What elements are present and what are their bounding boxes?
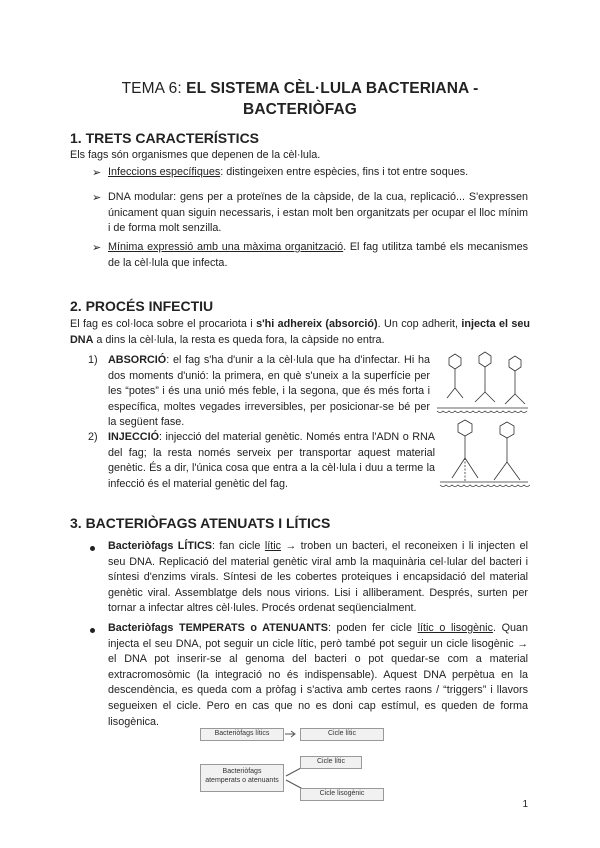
arrow-bullet-icon: ➢ bbox=[92, 167, 102, 179]
section-heading-trets: 1. TRETS CARACTERÍSTICS bbox=[70, 130, 260, 146]
section1-intro: Els fags són organismes que depenen de la cèl·lula. bbox=[70, 149, 321, 161]
section-heading-proces: 2. PROCÉS INFECTIU bbox=[70, 298, 214, 314]
section-heading-bacteriofags: 3. BACTERIÒFAGS ATENUATS I LÍTICS bbox=[70, 515, 331, 531]
list-item: Bacteriòfags LÍTICS: fan cicle lític → troben un bacteri, el reconeixen i li injecten el seu DNA. Replicació del material genètic viral amb la maquinària cel·lular del bacteri i síntesi d'enzims virals. Síntesi de les cobertes proteiques i encapsidació del material genètic viral. Assemblatge dels nous virions. Lisi i alliberament. Després, surten per tornar a infectar altres cèl·lules. Procés ordenat seqüencialment. bbox=[108, 540, 528, 615]
list-item: DNA modular: gens per a proteïnes de la càpside, de la cua, replicació... S'expressen únicament quan siguin necessaris, i estan molt ben organitzats per ocupar el lloc mínim i de forma molt senzilla. bbox=[108, 191, 528, 235]
box-cicle-litic-2: Cicle lític bbox=[300, 756, 362, 769]
bullet-dot-icon bbox=[90, 546, 95, 551]
arrow-bullet-icon: ➢ bbox=[92, 242, 102, 254]
box-bacteriofags-litics: Bacteriòfags lítics bbox=[200, 728, 284, 741]
section2-intro: El fag es col·loca sobre el procariota i s'hi adhereix (absorció). Un cop adherit, injecta el seu DNA a dins la cèl·lula, la resta es queda fora, la càpside no entra. bbox=[70, 318, 530, 346]
bullet-dot-icon bbox=[90, 628, 95, 633]
phage-injection-illustration bbox=[438, 418, 530, 490]
arrow-right-icon bbox=[284, 729, 298, 739]
arrow-bullet-icon: ➢ bbox=[92, 192, 102, 204]
list-item: Mínima expressió amb una màxima organització. El fag utilitza també els mecanismes de la cèl·lula que infecta. bbox=[108, 241, 528, 269]
box-bacteriofags-temperats: Bacteriòfags atemperats o atenuants bbox=[200, 764, 284, 792]
phage-adsorption-illustration bbox=[435, 350, 530, 416]
list-item: ABSORCIÓ: el fag s'ha d'unir a la cèl·lula que ha d'infectar. Hi ha dos moments d'unió: la primera, en què s'uneix a la superfície per les “potes” i és una unió més feble, i la segona, que és més forta i específica, moltes vegades irreversibles, per posicionar-se bé per la següent fase. bbox=[108, 354, 430, 429]
list-item: INJECCIÓ: injecció del material genètic. Només entra l'ADN o RNA del fag; la resta només serveix per transportar aquest material genètic. És a dir, l'única cosa que entra a la cèl·lula i duu a terme la infecció és el material genètic del fag. bbox=[108, 431, 435, 490]
box-cicle-lisogenic: Cicle lisogènic bbox=[300, 788, 384, 801]
list-item: Infeccions específiques: distingeixen entre espècies, fins i tot entre soques. bbox=[108, 166, 469, 178]
box-cicle-litic: Cicle lític bbox=[300, 728, 384, 741]
page-number: 1 bbox=[522, 799, 528, 810]
page-title: TEMA 6: EL SISTEMA CÈL·LULA BACTERIANA - BACTERIÒFAG bbox=[121, 80, 479, 118]
bacteriophage-cycles-diagram bbox=[200, 728, 390, 806]
list-item: Bacteriòfags TEMPERATS o ATENUANTS: poden fer cicle lític o lisogènic. Quan injecta el seu DNA, pot seguir un cicle lític, però també pot seguir un cicle lisogènic → el DNA pot inserir-se al genoma del bacteri o pot quedar-se com a material extracromosòmic (la integració no és indispensable). Aquest DNA perpètua en la descendència, es queda com a pròfag i s'activa amb certes raons / “triggers” i llavors segueixen el cicle. Pero en cas que no es doni cap estímul, es queden de forma lisogènica. bbox=[108, 622, 528, 728]
item-number: 2) bbox=[88, 431, 98, 443]
item-number: 1) bbox=[88, 354, 98, 366]
